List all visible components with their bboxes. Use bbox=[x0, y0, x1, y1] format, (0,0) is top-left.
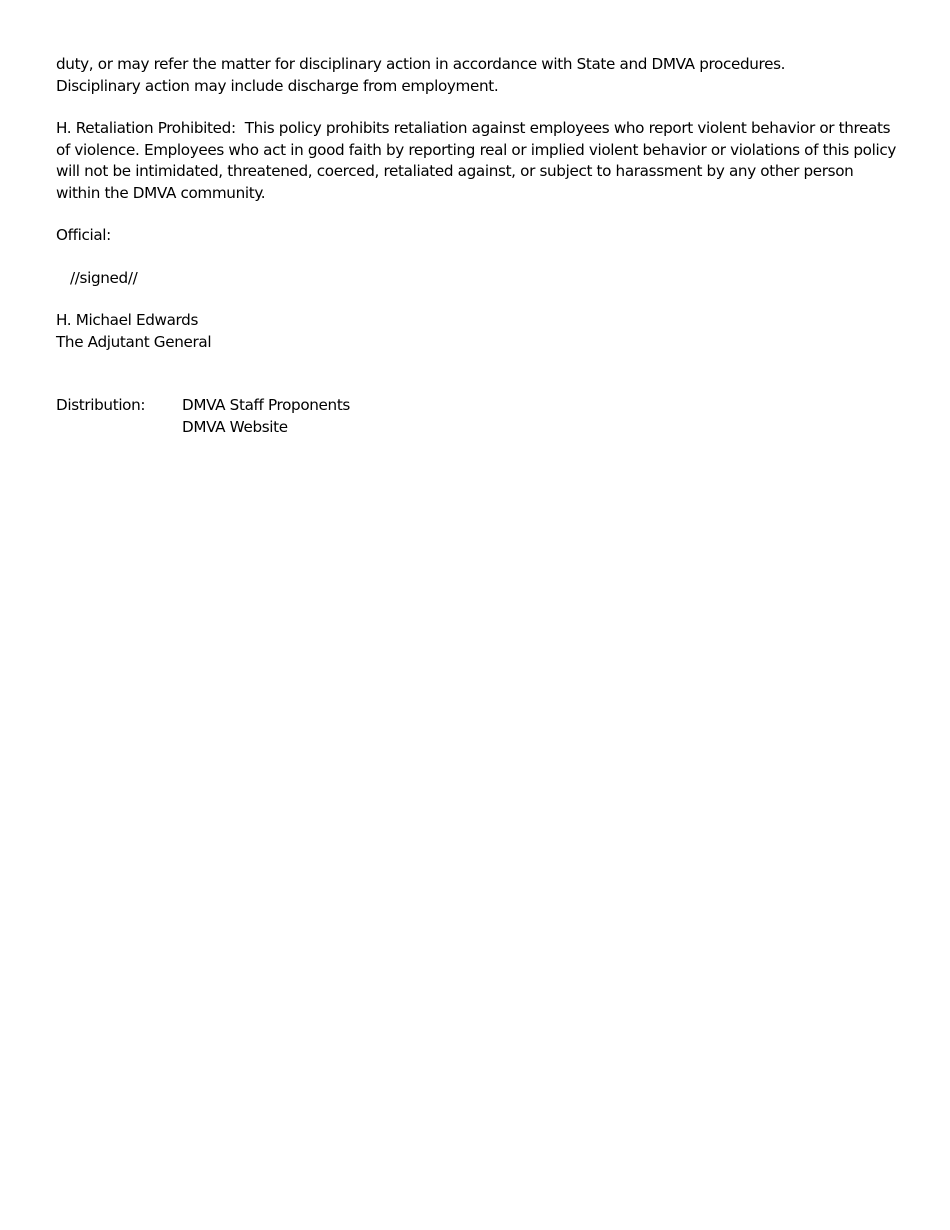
section-h-paragraph bbox=[56, 118, 896, 204]
distribution-item: DMVA Staff Proponents bbox=[182, 396, 350, 414]
section-h-label: H. Retaliation Prohibited: bbox=[56, 119, 236, 137]
paragraph-continued-line-1: duty, or may refer the matter for disciplinary action in accordance with State and DMVA procedures. bbox=[56, 55, 786, 73]
document-page bbox=[56, 54, 896, 438]
distribution-item: DMVA Website bbox=[182, 417, 288, 436]
distribution-block bbox=[56, 395, 896, 438]
distribution-label: Distribution: bbox=[56, 396, 146, 414]
paragraph-continued-line-2: Disciplinary action may include discharge from employment. bbox=[56, 76, 499, 95]
official-label: Official: bbox=[56, 226, 111, 244]
signature: //signed// bbox=[70, 268, 138, 287]
signer-title: The Adjutant General bbox=[56, 332, 212, 351]
signer-name: H. Michael Edwards bbox=[56, 311, 199, 329]
distribution-list bbox=[182, 395, 350, 438]
paragraph-continued bbox=[56, 54, 896, 97]
section-h-text: This policy prohibits retaliation against employees who report violent behavior or threats of violence. Employees who act in good faith by reporting real or implied violent behavior or violations of this policy will not be intimidated, threatened, coerced, retaliated against, or subject to harassment by any other person within the DMVA community. bbox=[56, 119, 896, 202]
signer-block bbox=[56, 310, 896, 353]
